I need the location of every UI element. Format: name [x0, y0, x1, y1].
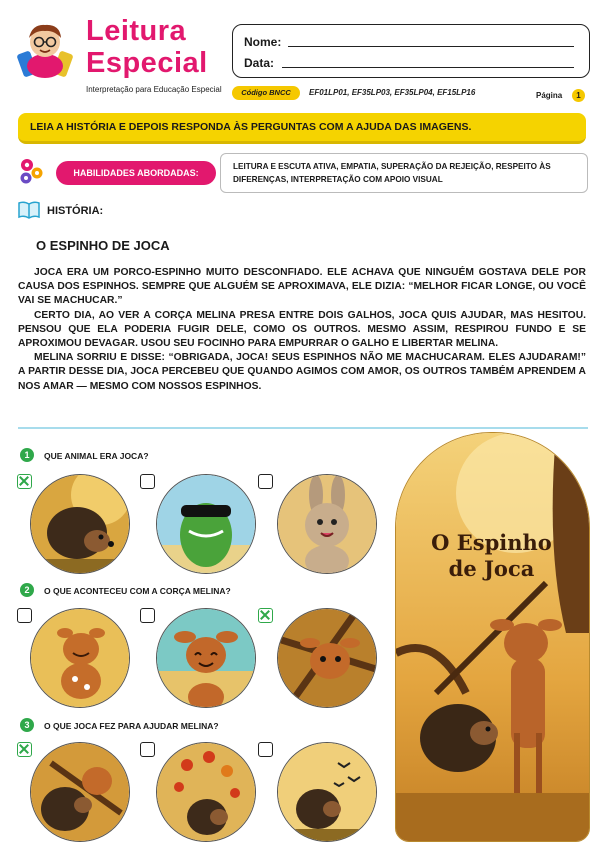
bncc-badge: Código BNCC [232, 86, 300, 100]
question-3-number: 3 [20, 718, 34, 732]
brand-subtitle: Interpretação para Educação Especial [86, 85, 222, 94]
question-3-option-1-pushing-branch-image[interactable] [30, 742, 130, 842]
question-1-number: 1 [20, 448, 34, 462]
question-3-option-3-birds-image[interactable] [277, 742, 377, 842]
question-3-option-3-checkbox[interactable] [258, 742, 273, 757]
story-paragraph: JOCA ERA UM PORCO-ESPINHO MUITO DESCONFIADO. ELE ACHAVA QUE NINGUÉM GOSTAVA DELE POR CAUSA DOS ESPINHOS. SEMPRE QUE ALGUÉM SE APROXIMAVA, ELE DIZIA: “MELHOR FICAR LONGE, OU VOCÊ VAI SE MACHUCAR.” [18, 267, 586, 307]
book-icon [17, 200, 41, 220]
question-2-option-3-checkbox[interactable] [258, 608, 273, 623]
story-section-label: HISTÓRIA: [47, 205, 104, 217]
name-label: Nome: [244, 35, 282, 49]
skills-label: HABILIDADES ABORDADAS: [56, 161, 216, 185]
question-3-text: O QUE JOCA FEZ PARA AJUDAR MELINA? [44, 721, 219, 731]
question-1-text: QUE ANIMAL ERA JOCA? [44, 451, 149, 461]
question-2-option-2-happy-deer-image[interactable] [156, 608, 256, 708]
cover-title-line1: O Espinho [431, 530, 552, 555]
question-3-option-2-falling-apples-image[interactable] [156, 742, 256, 842]
story-body [18, 266, 586, 394]
question-1-option-2-crocodile-image[interactable] [156, 474, 256, 574]
question-2-option-3-trapped-deer-image[interactable] [277, 608, 377, 708]
question-1-option-2-checkbox[interactable] [140, 474, 155, 489]
question-2-number: 2 [20, 583, 34, 597]
question-1-option-1-checkbox[interactable] [17, 474, 32, 489]
page-label: Página [536, 91, 563, 100]
gears-icon [16, 156, 46, 186]
brand-title-line2: Especial [86, 47, 208, 79]
name-field[interactable] [288, 46, 574, 47]
date-field[interactable] [282, 67, 574, 68]
story-paragraph: MELINA SORRIU E DISSE: “OBRIGADA, JOCA! SEUS ESPINHOS NÃO ME MACHUCARAM. ELES AJUDARAM!” A PARTIR DESSE DIA, JOCA PERCEBEU QUE QUANDO AGIMOS COM AMOR, OS OUTROS TAMBÉM APRENDEM A NOS AMAR — MESMO COM NOSSOS ESPINHOS. [18, 352, 586, 392]
skills-text: LEITURA E ESCUTA ATIVA, EMPATIA, SUPERAÇÃO DA REJEIÇÃO, RESPEITO ÀS DIFERENÇAS, INTERPRETAÇÃO COM APOIO VISUAL [233, 162, 551, 184]
question-2-option-2-checkbox[interactable] [140, 608, 155, 623]
question-1-option-3-rabbit-image[interactable] [277, 474, 377, 574]
bncc-codes: EF01LP01, EF35LP03, EF35LP04, EF15LP16 [309, 88, 476, 97]
student-info-box [232, 24, 590, 78]
brand-title-line1: Leitura [86, 15, 187, 47]
section-divider [18, 427, 588, 429]
book-cover-image [395, 432, 590, 842]
question-3-option-2-checkbox[interactable] [140, 742, 155, 757]
cover-title-line2: de Joca [448, 556, 535, 581]
question-3-option-1-checkbox[interactable] [17, 742, 32, 757]
question-1-option-3-checkbox[interactable] [258, 474, 273, 489]
question-2-option-1-dancing-deer-image[interactable] [30, 608, 130, 708]
page-number-badge: 1 [572, 89, 585, 102]
date-label: Data: [244, 56, 275, 70]
mascot-logo-icon [14, 18, 76, 80]
instruction-text: LEIA A HISTÓRIA E DEPOIS RESPONDA ÀS PERGUNTAS COM A AJUDA DAS IMAGENS. [30, 121, 472, 133]
story-paragraph: CERTO DIA, AO VER A CORÇA MELINA PRESA ENTRE DOIS GALHOS, JOCA QUIS AJUDAR, MAS HESITOU. PENSOU QUE ELA PODERIA FUGIR DELE, COMO OS OUTROS. MESMO ASSIM, RESPIROU FUNDO E SE APROXIMOU DEVAGAR. USOU SEU FOCINHO PARA EMPURRAR O GALHO E LIBERTAR MELINA. [18, 309, 586, 350]
question-1-option-1-hedgehog-image[interactable] [30, 474, 130, 574]
question-2-option-1-checkbox[interactable] [17, 608, 32, 623]
question-2-text: O QUE ACONTECEU COM A CORÇA MELINA? [44, 586, 231, 596]
story-title: O ESPINHO DE JOCA [36, 238, 170, 253]
